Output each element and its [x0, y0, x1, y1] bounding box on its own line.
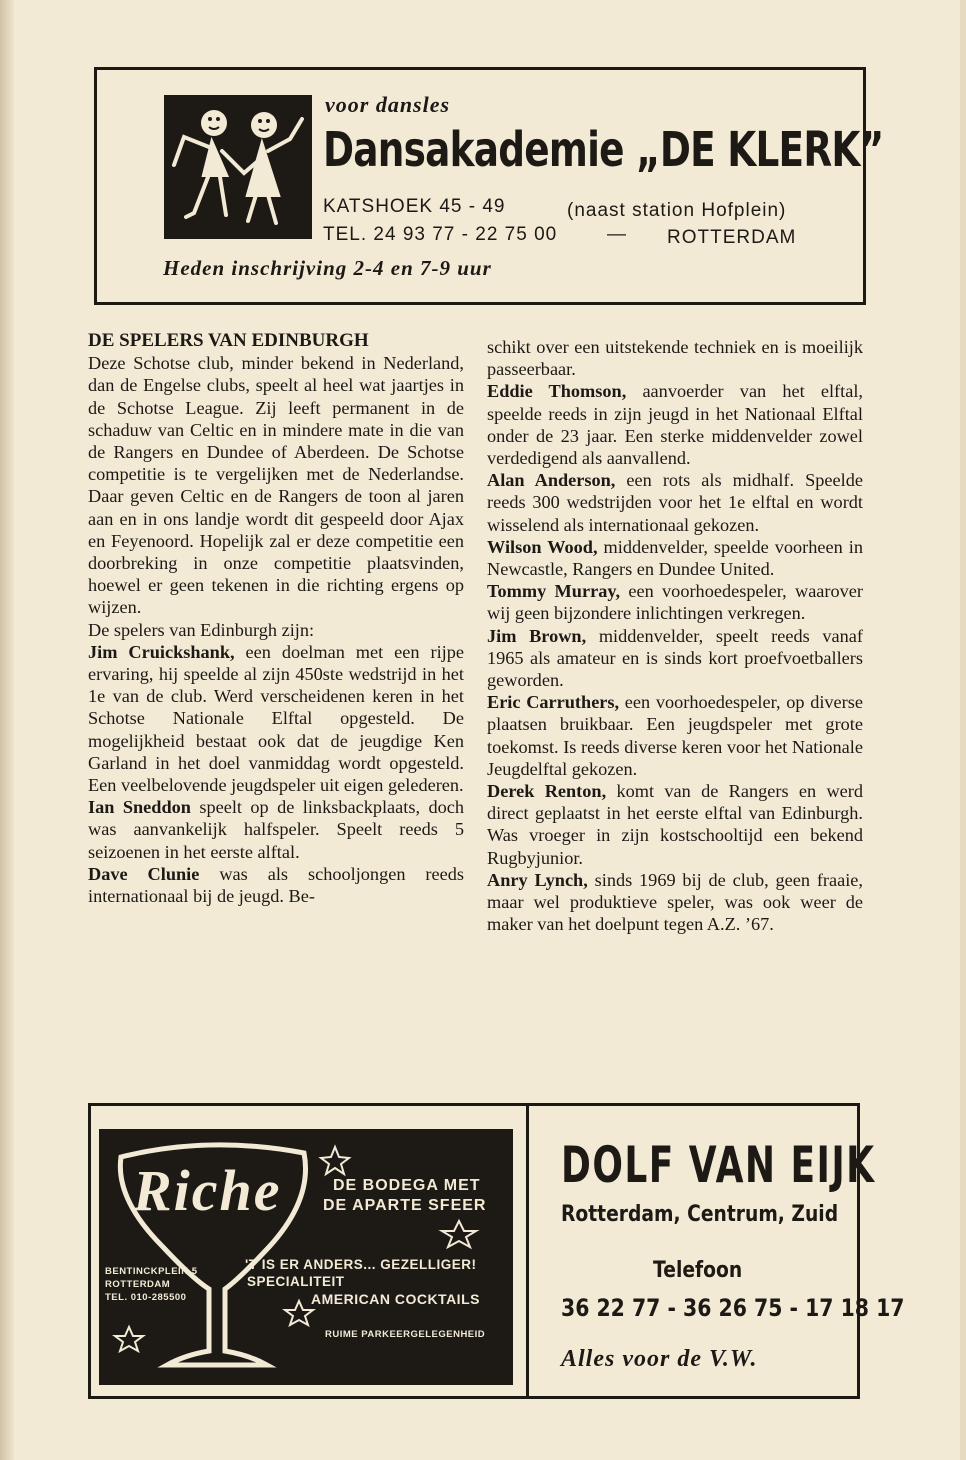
- ad-divider: [526, 1106, 529, 1396]
- player-text: speelt op de linksbackplaats, doch was aanvankelijk halfspeler. Speelt reeds 5 seizoenen in het eerste alftal.: [88, 797, 464, 862]
- dance-academy-name: Dansakademie „DE KLERK”: [323, 122, 884, 178]
- player-entry: [88, 641, 464, 796]
- dolf-slogan: Alles voor de V.W.: [561, 1346, 758, 1372]
- player-text: aanvoerder van het elftal, speelde reeds in zijn jeugd in het Nationaal Elftal onder de 23 jaar. Een sterke middenvelder zowel verdedigend als aanvallend.: [487, 381, 863, 469]
- dolf-phone-label: Telefoon: [653, 1258, 743, 1283]
- article-continuation: schikt over een uitstekende techniek en is moeilijk passeerbaar.: [487, 337, 863, 380]
- player-entry: [487, 469, 863, 536]
- star-icon: [115, 1327, 143, 1351]
- article-heading: DE SPELERS VAN EDINBURGH: [88, 330, 369, 351]
- page-right-edge: [960, 0, 966, 1460]
- player-text: een voorhoedespeler, op diverse plaatsen bruikbaar. Een jeugdspeler met grote toekomst. Is reeds diverse keren voor het Nationale Jeugdelftal gekozen.: [487, 692, 863, 779]
- player-name: Jim Cruickshank,: [88, 641, 235, 662]
- dolf-name: DOLF VAN EIJK: [561, 1136, 876, 1194]
- dance-academy-ad: [94, 67, 884, 305]
- player-text: een rots als midhalf. Speelde reeds 300 wedstrijden voor het 1e elftal en wordt wisselend als internationaal gekozen.: [487, 470, 863, 535]
- player-name: Eddie Thomson,: [487, 381, 627, 402]
- riche-line2: DE APARTE SFEER: [323, 1197, 487, 1214]
- player-text: een voorhoedespeler, waarover wij geen bijzondere inlichtingen verkregen.: [487, 581, 863, 624]
- article-left-column: [88, 330, 464, 907]
- player-text: sinds 1969 bij de club, geen fraaie, maar wel produktieve speler, was ook weer de maker van het doelpunt tegen A.Z. ’67.: [487, 869, 863, 935]
- player-name: Wilson Wood,: [487, 536, 598, 557]
- riche-parking: RUIME PARKEERGELEGENHEID: [325, 1329, 486, 1340]
- dolf-phones: 36 22 77 - 36 26 75 - 17 18 17: [561, 1294, 905, 1322]
- star-icon: [285, 1301, 313, 1325]
- article-intro: Deze Schotse club, minder bekend in Nederland, dan de Engelse clubs, speelt al heel wat jaartjes in de Schotse League. Zij leeft permanent in de schaduw van Celtic en in mindere mate in die van de Rangers en Dundee of Aberdeen. De Schotse competitie is te vergelijken met de Nederlandse. Daar geven Celtic en de Rangers de toon al jaren aan en in ons landje wordt dit gespeeld door Ajax en Feyenoord. Hopelijk zal er deze competitie een doorbreking in onze competitie plaatsvinden, hoewel er geen tekenen in die richting ergens op wijzen.: [88, 353, 464, 618]
- player-name: Dave Clunie: [88, 863, 200, 884]
- player-name: Ian Sneddon: [88, 797, 191, 818]
- player-text: middenvelder, speelt reeds vanaf 1965 als amateur en is sinds kort proefvoetballers geworden.: [487, 625, 863, 691]
- player-name: Jim Brown,: [487, 625, 587, 646]
- dancing-couple-icon: [164, 95, 312, 239]
- riche-slogan: 'T IS ER ANDERS... GEZELLIGER!: [245, 1257, 477, 1272]
- player-name: Eric Carruthers,: [487, 692, 620, 713]
- article-right-column: [487, 336, 863, 935]
- dance-hours: Heden inschrijving 2-4 en 7-9 uur: [163, 256, 492, 280]
- bottom-ads: [88, 1103, 905, 1399]
- riche-line1: DE BODEGA MET: [333, 1177, 481, 1194]
- player-entry: [487, 691, 863, 780]
- player-entry: [487, 580, 863, 624]
- dance-subtitle: voor dansles: [325, 92, 451, 117]
- riche-address: BENTINCKPLEIN 5: [105, 1266, 198, 1277]
- article-lead: De spelers van Edinburgh zijn:: [88, 619, 315, 640]
- dance-dash: —: [607, 224, 627, 245]
- dance-city: ROTTERDAM: [667, 227, 797, 248]
- player-entry: [487, 780, 863, 869]
- player-entry: [487, 380, 863, 469]
- riche-ad: [99, 1129, 513, 1385]
- player-entry: [487, 536, 863, 580]
- riche-cocktails: AMERICAN COCKTAILS: [311, 1291, 480, 1307]
- player-name: Alan Anderson,: [487, 470, 616, 491]
- dance-location: (naast station Hofplein): [567, 200, 787, 221]
- star-icon: [321, 1147, 349, 1174]
- page-binding-edge: [0, 0, 14, 1460]
- player-entry: [487, 869, 863, 936]
- dance-phone: TEL. 24 93 77 - 22 75 00: [323, 224, 558, 245]
- riche-speciality: SPECIALITEIT: [247, 1274, 345, 1289]
- dolf-locations: Rotterdam, Centrum, Zuid: [561, 1202, 839, 1227]
- riche-city: ROTTERDAM: [105, 1279, 171, 1290]
- player-entry: [88, 796, 464, 863]
- dance-address: KATSHOEK 45 - 49: [323, 196, 506, 217]
- player-text: middenvelder, speelde voorheen in Newcastle, Rangers en Dundee United.: [487, 536, 864, 580]
- player-text: was als schooljongen reeds internationaal bij de jeugd. Be-: [88, 863, 465, 907]
- player-name: Tommy Murray,: [487, 581, 621, 602]
- player-entry: [88, 863, 464, 907]
- player-text: een doelman met een rijpe ervaring, hij speelde al zijn 450ste wedstrijd in het 1e van de club. Werd verscheidenen keren in het Schotse Nationale Elftal opgesteld. De mogelijkheid bestaat ook dat de jeugdige Ken Garland in het doel vanmiddag wordt opgesteld. Een veelbelovende jeugdspeler uit eigen gelederen.: [88, 641, 464, 796]
- player-name: Derek Renton,: [487, 781, 607, 802]
- riche-phone: TEL. 010-285500: [105, 1292, 187, 1303]
- star-icon: [442, 1221, 476, 1247]
- player-entry: [487, 625, 863, 692]
- player-text: komt van de Rangers en werd direct geplaatst in het eerste elftal van Edinburgh. Was vroeger in zijn kostschooltijd een bekend Rugbyjunior.: [487, 781, 863, 868]
- player-name: Anry Lynch,: [487, 869, 588, 890]
- riche-logo: Riche: [133, 1158, 282, 1223]
